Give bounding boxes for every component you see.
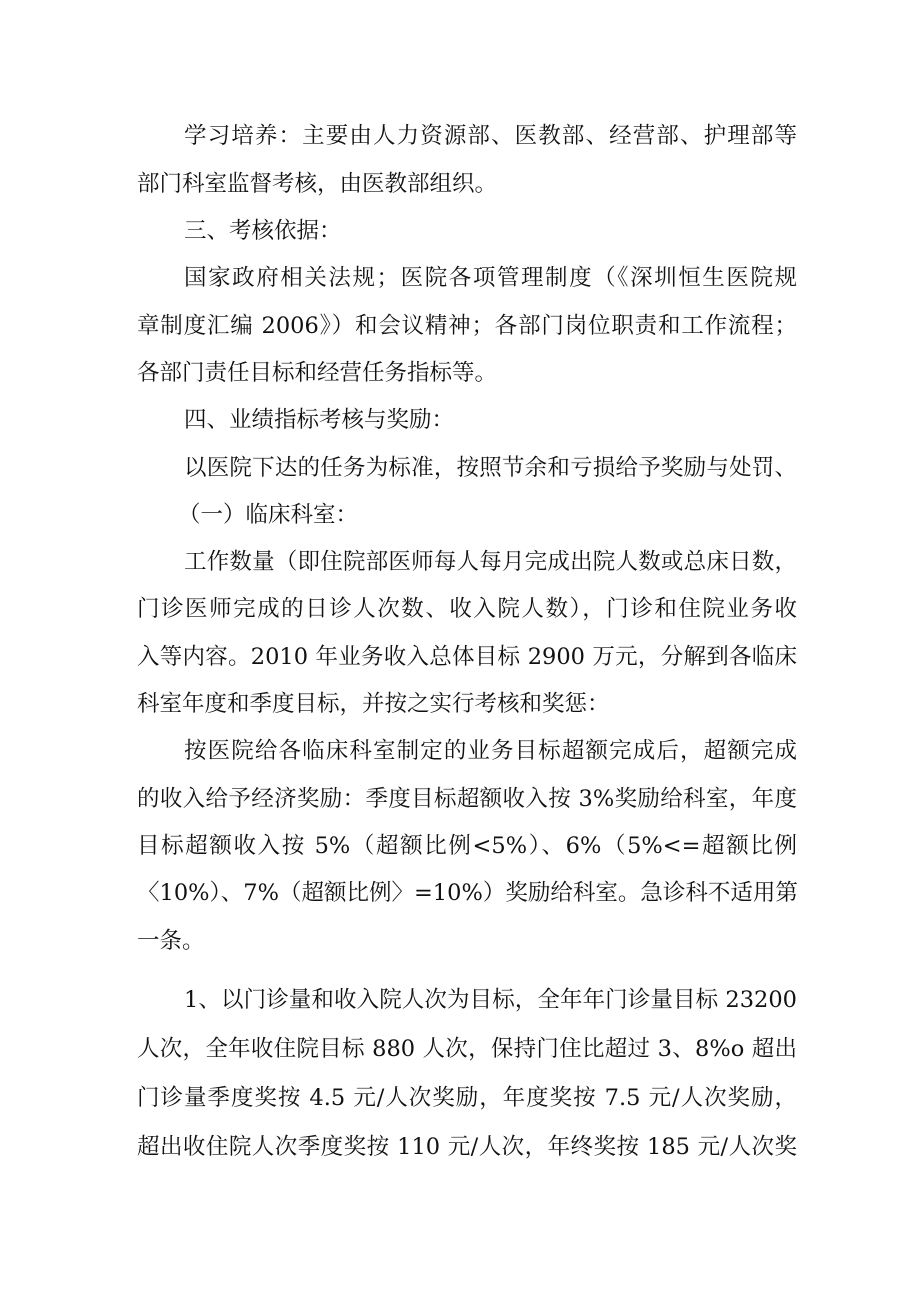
subsection-heading: （一）临床科室：	[178, 502, 359, 528]
paragraph-line: 按医院给各临床科室制定的业务目标超额完成后，超额完成	[184, 738, 797, 764]
paragraph-line: 人次，全年收住院目标 880 人次，保持门住比超过 3、8%o 超出	[137, 1036, 797, 1062]
paragraph-line: 部门科室监督考核，由医教部组织。	[137, 171, 498, 197]
paragraph-line: 科室年度和季度目标，并按之实行考核和奖惩：	[137, 691, 610, 717]
paragraph-line: 的收入给予经济奖励：季度目标超额收入按 3%奖励给科室，年度	[137, 786, 797, 812]
paragraph-line: 目标超额收入按 5%（超额比例<5%）、6%（5%<=超额比例	[137, 833, 797, 859]
paragraph-line: 门诊量季度奖按 4.5 元/人次奖励，年度奖按 7.5 元/人次奖励，	[137, 1085, 797, 1111]
paragraph-line: 以医院下达的任务为标准，按照节余和亏损给予奖励与处罚、	[184, 455, 797, 481]
paragraph-line: 入等内容。2010 年业务收入总体目标 2900 万元，分解到各临床	[137, 644, 797, 670]
paragraph-line: 一条。	[137, 928, 205, 954]
paragraph-line: 各部门责任目标和经营任务指标等。	[137, 360, 498, 386]
paragraph-line: 国家政府相关法规；医院各项管理制度（《深圳恒生医院规	[184, 265, 797, 291]
paragraph-line: 1、以门诊量和收入院人次为目标，全年年门诊量目标 23200	[184, 987, 797, 1013]
paragraph-line: 门诊医师完成的日诊人次数、收入院人数），门诊和住院业务收	[137, 596, 797, 622]
paragraph-line: 章制度汇编 2006》）和会议精神；各部门岗位职责和工作流程；	[137, 313, 797, 339]
paragraph-line: 学习培养：主要由人力资源部、医教部、经营部、护理部等	[184, 123, 797, 149]
section-heading: 四、业绩指标考核与奖励：	[184, 407, 455, 433]
paragraph-line: 超出收住院人次季度奖按 110 元/人次，年终奖按 185 元/人次奖	[137, 1134, 797, 1160]
section-heading: 三、考核依据：	[184, 218, 342, 244]
paragraph-line: 〈10%）、7%（超额比例〉=10%）奖励给科室。急诊科不适用第	[137, 880, 798, 906]
paragraph-line: 工作数量（即住院部医师每人每月完成出院人数或总床日数，	[184, 549, 797, 575]
